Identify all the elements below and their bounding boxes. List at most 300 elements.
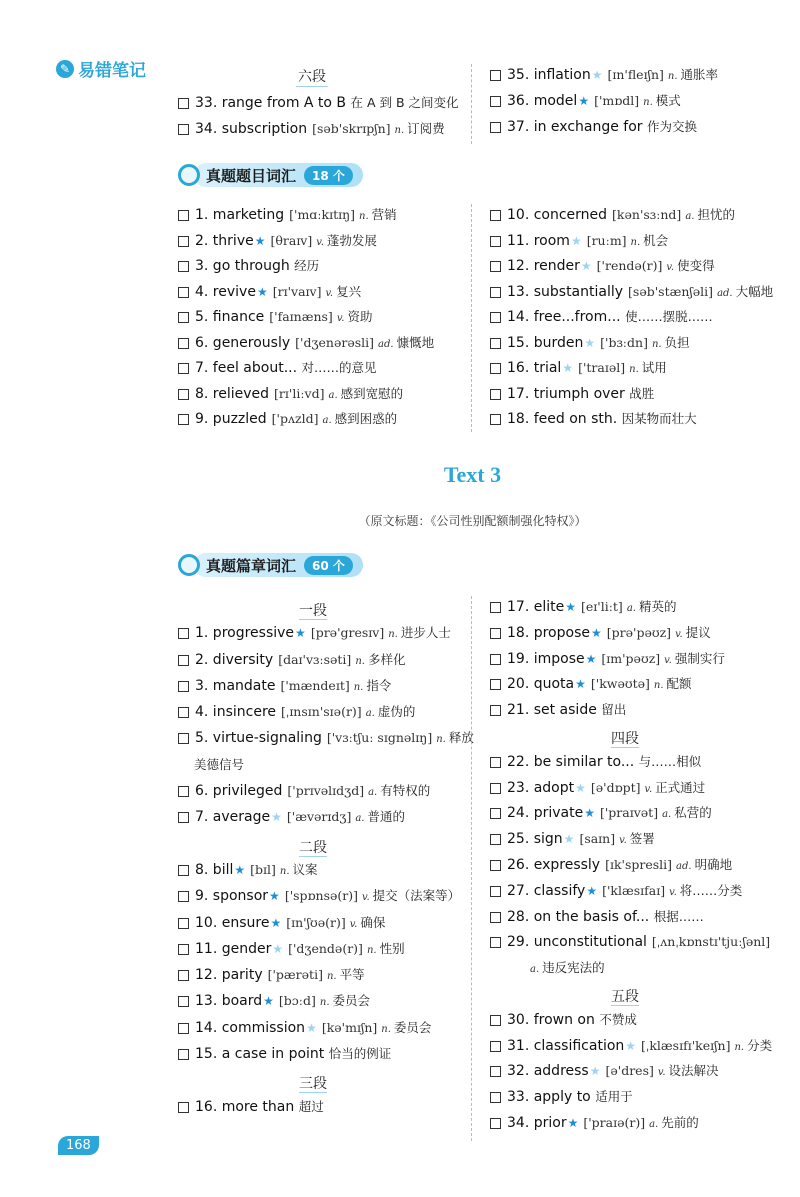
- checkbox[interactable]: [490, 912, 501, 923]
- vocab-item: [178, 940, 474, 966]
- phonetic: [ruːm]: [586, 232, 627, 248]
- checkbox[interactable]: [490, 70, 501, 81]
- part-of-speech: a.: [365, 708, 375, 720]
- top-right-list: [490, 66, 718, 144]
- vocab-word: 21. set aside: [507, 702, 597, 719]
- vocab-word: 6. generously: [195, 334, 291, 351]
- checkbox[interactable]: [178, 414, 189, 425]
- paragraph-label-text: 二段: [299, 839, 327, 856]
- checkbox[interactable]: [178, 312, 189, 323]
- part-of-speech: a.: [328, 389, 338, 401]
- vocab-item: [490, 675, 772, 701]
- vocab-item: [490, 1062, 772, 1088]
- phonetic: ['vɜːtʃuː sɪgnəlɪŋ]: [326, 730, 433, 746]
- source-note: （原文标题：《公司性别配额制强化特权》）: [358, 514, 587, 528]
- checkbox[interactable]: [490, 363, 501, 374]
- checkbox[interactable]: [178, 681, 189, 692]
- meaning: 根据……: [653, 908, 704, 924]
- vocab-entry: [507, 206, 735, 226]
- part-of-speech: a.: [649, 1118, 659, 1130]
- vocab-word: 12. parity: [195, 967, 263, 984]
- meaning: 委员会: [393, 1019, 432, 1035]
- vocab-item: [490, 118, 718, 144]
- vocab-entry: [195, 206, 397, 226]
- part-of-speech: a.: [685, 211, 695, 222]
- vocab-word: 27. classify: [507, 882, 586, 899]
- vocab-word: 18. feed on sth.: [507, 411, 618, 427]
- phonetic: ['mɑːkɪtɪŋ]: [289, 207, 356, 222]
- part-of-speech: a.: [626, 603, 636, 614]
- vocab-word: 19. impose: [507, 650, 585, 667]
- meaning: 议案: [292, 861, 318, 877]
- vocab-item: [490, 830, 772, 856]
- checkbox[interactable]: [490, 1015, 501, 1026]
- phonetic: ['prɪvəlɪdʒd]: [287, 783, 365, 799]
- vocab-entry: [507, 308, 713, 326]
- checkbox[interactable]: [490, 783, 501, 794]
- checkbox[interactable]: [490, 389, 501, 400]
- star-outline-icon: ★: [625, 1038, 637, 1053]
- vocab-entry: [195, 1098, 324, 1116]
- vocab-word: 2. diversity: [195, 651, 274, 668]
- part-of-speech: a.: [322, 415, 332, 426]
- vocab-entry: [195, 729, 474, 749]
- part-of-speech: a.: [355, 813, 365, 825]
- vocab-item: [178, 808, 474, 834]
- vocab-item: [178, 782, 474, 808]
- star-outline-icon: ★: [589, 1064, 601, 1079]
- vocab-word: 7. average: [195, 809, 271, 826]
- vocab-item: [178, 624, 474, 650]
- checkbox[interactable]: [178, 786, 189, 797]
- vocab-word: 6. privileged: [195, 783, 283, 800]
- vocab-item: [490, 334, 773, 360]
- phonetic: ['spɒnsə(r)]: [284, 888, 359, 904]
- part-of-speech: n.: [279, 865, 290, 877]
- star-icon: ★: [567, 1115, 579, 1130]
- phonetic: ['praɪvət]: [599, 805, 659, 821]
- meaning: 慷慨地: [396, 334, 435, 350]
- vocab-entry: [507, 598, 676, 618]
- vocab-item: [490, 650, 772, 676]
- vocab-entry: [195, 651, 405, 671]
- vocab-entry: [195, 677, 391, 697]
- vocab-entry: [195, 410, 397, 430]
- phonetic: [kən'sɜːnd]: [612, 207, 682, 222]
- phonetic: ['pʌzld]: [271, 411, 319, 426]
- vocab-word: 12. render: [507, 258, 580, 274]
- checkbox[interactable]: [178, 363, 189, 374]
- checkbox[interactable]: [178, 865, 189, 876]
- vocab-item: [178, 410, 434, 436]
- meaning: 恰当的例证: [328, 1046, 392, 1062]
- vocab-word: 5. finance: [195, 309, 265, 325]
- vocab-word: 11. gender: [195, 940, 272, 957]
- phonetic: [ə'dɒpt]: [590, 779, 641, 795]
- vocab-entry: [195, 624, 451, 644]
- meaning: 正式通过: [655, 779, 706, 795]
- part-of-speech: v.: [349, 918, 358, 930]
- vocab-item: [178, 861, 474, 887]
- vocab-word: 4. insincere: [195, 704, 276, 721]
- meaning: 提交（法案等）: [372, 888, 461, 904]
- paragraph-label-text: 一段: [299, 603, 327, 619]
- vocab-item: [490, 701, 772, 727]
- magnifier-icon: [178, 164, 200, 186]
- star-icon: ★: [269, 889, 280, 904]
- vocab-entry: [507, 804, 712, 824]
- checkbox[interactable]: [490, 261, 501, 272]
- vocab-entry: [507, 779, 705, 799]
- vocab-entry: [507, 283, 773, 303]
- section-title: 真题篇章词汇: [206, 556, 297, 575]
- star-icon: ★: [263, 994, 274, 1009]
- section1-right-list: [490, 206, 773, 436]
- vocab-item: [178, 966, 474, 992]
- vocab-word: 26. expressly: [507, 856, 601, 873]
- meaning: 明确地: [694, 856, 733, 872]
- vocab-entry: [195, 232, 377, 252]
- star-icon: ★: [565, 600, 576, 614]
- checkbox[interactable]: [490, 1066, 501, 1077]
- part-of-speech: n.: [651, 338, 662, 350]
- vocab-word: 35. inflation: [507, 67, 591, 83]
- vocab-item: [178, 94, 459, 120]
- vocab-item: [178, 283, 434, 309]
- paragraph-label-text: 三段: [299, 1076, 327, 1093]
- meaning: 蓬勃发展: [326, 232, 377, 248]
- vocab-word: 3. mandate: [195, 677, 276, 694]
- vocab-word: 4. revive: [195, 283, 256, 300]
- checkbox[interactable]: [178, 707, 189, 718]
- vocab-entry: [195, 861, 318, 881]
- vocab-word: 33. range from A to B: [195, 95, 347, 111]
- phonetic: ['dʒendə(r)]: [288, 940, 363, 956]
- vocab-entry: [507, 856, 732, 876]
- checkbox[interactable]: [178, 996, 189, 1007]
- meaning: 机会: [643, 232, 669, 248]
- section-header-passage-vocab: [178, 553, 363, 577]
- vocab-item: [490, 206, 773, 232]
- vocab-entry: [195, 120, 445, 140]
- checkbox[interactable]: [490, 679, 501, 690]
- checkbox[interactable]: [490, 210, 501, 221]
- part-of-speech: n.: [353, 681, 364, 693]
- checkbox[interactable]: [178, 98, 189, 109]
- vocab-word: 9. sponsor: [195, 888, 269, 905]
- meaning: 设法解决: [668, 1063, 719, 1079]
- part-of-speech: n.: [326, 971, 337, 983]
- checkbox[interactable]: [178, 236, 189, 247]
- vocab-item: [490, 1114, 772, 1140]
- part-of-speech: n.: [388, 629, 398, 641]
- checkbox[interactable]: [178, 918, 189, 929]
- vocab-entry: [195, 308, 372, 328]
- star-icon: ★: [295, 626, 306, 641]
- checkbox[interactable]: [178, 287, 189, 298]
- vocab-word: 7. feel about...: [195, 360, 298, 376]
- brand: [56, 56, 146, 81]
- star-icon: ★: [256, 284, 268, 299]
- phonetic: [ɪk'spresli]: [605, 856, 673, 872]
- vocab-word: 15. burden: [507, 334, 584, 351]
- phonetic: [səb'skrɪpʃn]: [312, 121, 391, 136]
- meaning: 适用于: [595, 1089, 633, 1105]
- part-of-speech: v.: [336, 313, 345, 324]
- part-of-speech: v.: [675, 628, 683, 640]
- checkbox[interactable]: [178, 261, 189, 272]
- vocab-entry: [507, 66, 718, 86]
- part-of-speech: n.: [643, 97, 653, 108]
- top-left-list: [178, 94, 459, 146]
- checkbox[interactable]: [490, 236, 501, 247]
- vocab-item: [490, 753, 772, 779]
- phonetic: [rɪ'vaɪv]: [272, 283, 322, 299]
- checkbox[interactable]: [490, 602, 501, 613]
- checkbox[interactable]: [178, 338, 189, 349]
- vocab-item: [178, 1098, 474, 1124]
- vocab-entry: [507, 624, 711, 644]
- part-of-speech: v.: [316, 236, 324, 248]
- vocab-item: [490, 908, 772, 934]
- star-icon: ★: [586, 883, 598, 898]
- checkbox[interactable]: [178, 389, 189, 400]
- vocab-word: 30. frown on: [507, 1011, 595, 1028]
- vocab-item: [490, 410, 773, 436]
- vocab-word: 14. commission: [195, 1019, 306, 1036]
- section1-left-list: [178, 206, 434, 436]
- vocab-entry: [195, 334, 434, 354]
- vocab-entry: [507, 701, 626, 719]
- checkbox[interactable]: [490, 757, 501, 768]
- vocab-word: 5. virtue-signaling: [195, 730, 322, 747]
- checkbox[interactable]: [178, 733, 189, 744]
- phonetic: ['mændeɪt]: [280, 677, 350, 693]
- star-icon: ★: [254, 233, 266, 248]
- checkbox[interactable]: [490, 122, 501, 133]
- meaning: 资助: [347, 309, 373, 324]
- part-of-speech: n.: [394, 125, 405, 136]
- vocab-word: 25. sign: [507, 831, 563, 848]
- vocab-word: 31. classification: [507, 1037, 625, 1054]
- star-icon: ★: [590, 625, 602, 640]
- vocab-item: [178, 651, 474, 677]
- checkbox[interactable]: [178, 124, 189, 135]
- checkbox[interactable]: [490, 338, 501, 349]
- checkbox[interactable]: [490, 886, 501, 897]
- star-outline-icon: ★: [570, 233, 582, 248]
- star-outline-icon: ★: [575, 780, 586, 795]
- checkbox[interactable]: [490, 654, 501, 665]
- checkbox[interactable]: [178, 812, 189, 823]
- part-of-speech: n.: [359, 211, 369, 222]
- vocab-entry: [195, 782, 430, 802]
- vocab-word: 11. room: [507, 232, 570, 249]
- vocab-entry: [195, 887, 460, 907]
- vocab-item: [178, 729, 474, 755]
- vocab-word: 18. propose: [507, 624, 590, 641]
- vocab-item: [178, 359, 434, 385]
- paragraph-label: [178, 598, 448, 624]
- vocab-entry: [195, 914, 385, 934]
- vocab-entry: [195, 359, 377, 377]
- star-outline-icon: ★: [272, 941, 284, 956]
- part-of-speech: ad.: [676, 860, 692, 872]
- paragraph-label: [490, 727, 760, 753]
- vocab-word: 16. more than: [195, 1098, 295, 1115]
- vocab-item: [178, 703, 474, 729]
- vocab-entry: [507, 385, 654, 403]
- section2-left-list: [178, 598, 474, 1124]
- phonetic: ['rendə(r)]: [596, 258, 663, 273]
- meaning: 不赞成: [599, 1011, 637, 1027]
- column-divider: [471, 204, 472, 432]
- meaning: 配额: [666, 676, 692, 692]
- checkbox[interactable]: [490, 705, 501, 716]
- vocab-entry: [507, 933, 770, 951]
- meaning: 大幅地: [735, 283, 774, 299]
- section-header-question-vocab: [178, 163, 363, 187]
- vocab-item: [178, 887, 474, 913]
- phonetic: [ˌɪnsɪn'sɪə(r)]: [281, 704, 362, 720]
- text-title: Text 3: [443, 462, 502, 487]
- checkbox[interactable]: [178, 655, 189, 666]
- vocab-item: [178, 232, 434, 258]
- star-icon: ★: [234, 862, 246, 877]
- checkbox[interactable]: [490, 312, 501, 323]
- phonetic: [bɪl]: [250, 861, 276, 877]
- checkbox[interactable]: [490, 1118, 501, 1129]
- vocab-word: 28. on the basis of...: [507, 908, 650, 925]
- part-of-speech: v.: [666, 262, 675, 273]
- checkbox[interactable]: [490, 1041, 501, 1052]
- vocab-entry: [195, 257, 319, 275]
- vocab-entry: [507, 1062, 719, 1082]
- vocab-item: [490, 882, 772, 908]
- vocab-entry: [507, 1011, 637, 1029]
- vocab-entry: [195, 966, 365, 986]
- vocab-entry: [507, 92, 681, 112]
- star-outline-icon: ★: [562, 361, 574, 375]
- vocab-entry: [507, 334, 690, 354]
- vocab-item: [178, 1019, 474, 1045]
- vocab-word: 17. elite: [507, 599, 565, 615]
- checkbox[interactable]: [490, 414, 501, 425]
- vocab-item: [490, 283, 773, 309]
- checkbox[interactable]: [178, 891, 189, 902]
- vocab-item: [490, 308, 773, 334]
- pen-circle-icon: ✎: [56, 60, 74, 78]
- part-of-speech: n.: [381, 1023, 391, 1035]
- vocab-word: 22. be similar to...: [507, 753, 635, 770]
- vocab-item: [490, 1037, 772, 1063]
- section-title: 真题题目词汇: [206, 166, 297, 185]
- vocab-word: 10. concerned: [507, 207, 608, 223]
- checkbox[interactable]: [178, 628, 189, 639]
- star-icon: ★: [578, 94, 590, 108]
- meaning: 精英的: [638, 599, 677, 614]
- part-of-speech: n.: [630, 236, 641, 248]
- vocab-item: [178, 120, 459, 146]
- part-of-speech: v.: [644, 783, 653, 795]
- star-icon: ★: [585, 651, 597, 666]
- meaning: 试用: [641, 360, 667, 375]
- meaning: 因某物而壮大: [621, 411, 697, 426]
- phonetic: [ɪm'pəʊz]: [601, 650, 661, 666]
- vocab-entry: [195, 1045, 391, 1063]
- meaning: 释放: [448, 730, 474, 746]
- vocab-word: 20. quota: [507, 676, 575, 693]
- meaning: 感到困惑的: [334, 411, 398, 426]
- vocab-entry: [507, 830, 655, 850]
- meaning: 提议: [685, 624, 711, 640]
- part-of-speech: v.: [325, 287, 334, 299]
- star-icon: ★: [270, 915, 282, 930]
- checkbox[interactable]: [178, 970, 189, 981]
- vocab-item: [178, 308, 434, 334]
- section2-right-list: [490, 598, 772, 1140]
- meaning: 委员会: [332, 993, 371, 1009]
- vocab-entry: [195, 703, 415, 723]
- count-badge: 18 个: [304, 166, 353, 185]
- vocab-item: [490, 933, 772, 959]
- checkbox[interactable]: [178, 1049, 189, 1060]
- part-of-speech: v.: [619, 835, 627, 847]
- vocab-entry: [507, 118, 697, 136]
- checkbox[interactable]: [490, 1092, 501, 1103]
- meaning-continued: 美德信号: [194, 756, 245, 772]
- meaning: 经历: [294, 258, 320, 273]
- meaning: 指令: [366, 677, 392, 693]
- checkbox[interactable]: [490, 96, 501, 107]
- vocab-entry: [195, 940, 405, 960]
- meaning: 确保: [360, 914, 386, 930]
- meaning: 性别: [379, 940, 405, 956]
- vocab-item: [178, 677, 474, 703]
- part-of-speech: v.: [669, 886, 677, 898]
- part-of-speech: n.: [667, 71, 678, 82]
- vocab-word: 37. in exchange for: [507, 119, 643, 135]
- part-of-speech: a.: [662, 809, 672, 821]
- phonetic: [ɪn'fleɪʃn]: [607, 67, 664, 82]
- vocab-word: 1. progressive: [195, 625, 295, 642]
- checkbox[interactable]: [490, 628, 501, 639]
- part-of-speech: n.: [734, 1041, 745, 1053]
- vocab-entry: [195, 808, 405, 828]
- phonetic: [ˌklæsɪfɪ'keɪʃn]: [641, 1037, 731, 1053]
- part-of-speech: n.: [629, 364, 639, 375]
- checkbox[interactable]: [490, 937, 501, 948]
- part-of-speech: n.: [436, 734, 446, 746]
- checkbox[interactable]: [178, 1102, 189, 1113]
- vocab-word: 3. go through: [195, 258, 290, 274]
- vocab-entry: [195, 992, 370, 1012]
- checkbox[interactable]: [490, 808, 501, 819]
- vocab-word: 15. a case in point: [195, 1046, 325, 1063]
- phonetic: ['faɪnæns]: [269, 309, 333, 324]
- checkbox[interactable]: [490, 287, 501, 298]
- checkbox[interactable]: [178, 944, 189, 955]
- meaning: 与……相似: [638, 753, 702, 769]
- vocab-word: 29. unconstitutional: [507, 934, 647, 951]
- checkbox[interactable]: [178, 1023, 189, 1034]
- vocab-item: [178, 1045, 474, 1071]
- checkbox[interactable]: [490, 834, 501, 845]
- checkbox[interactable]: [178, 210, 189, 221]
- checkbox[interactable]: [490, 860, 501, 871]
- meaning: 超过: [298, 1098, 324, 1114]
- part-of-speech: v.: [664, 654, 672, 666]
